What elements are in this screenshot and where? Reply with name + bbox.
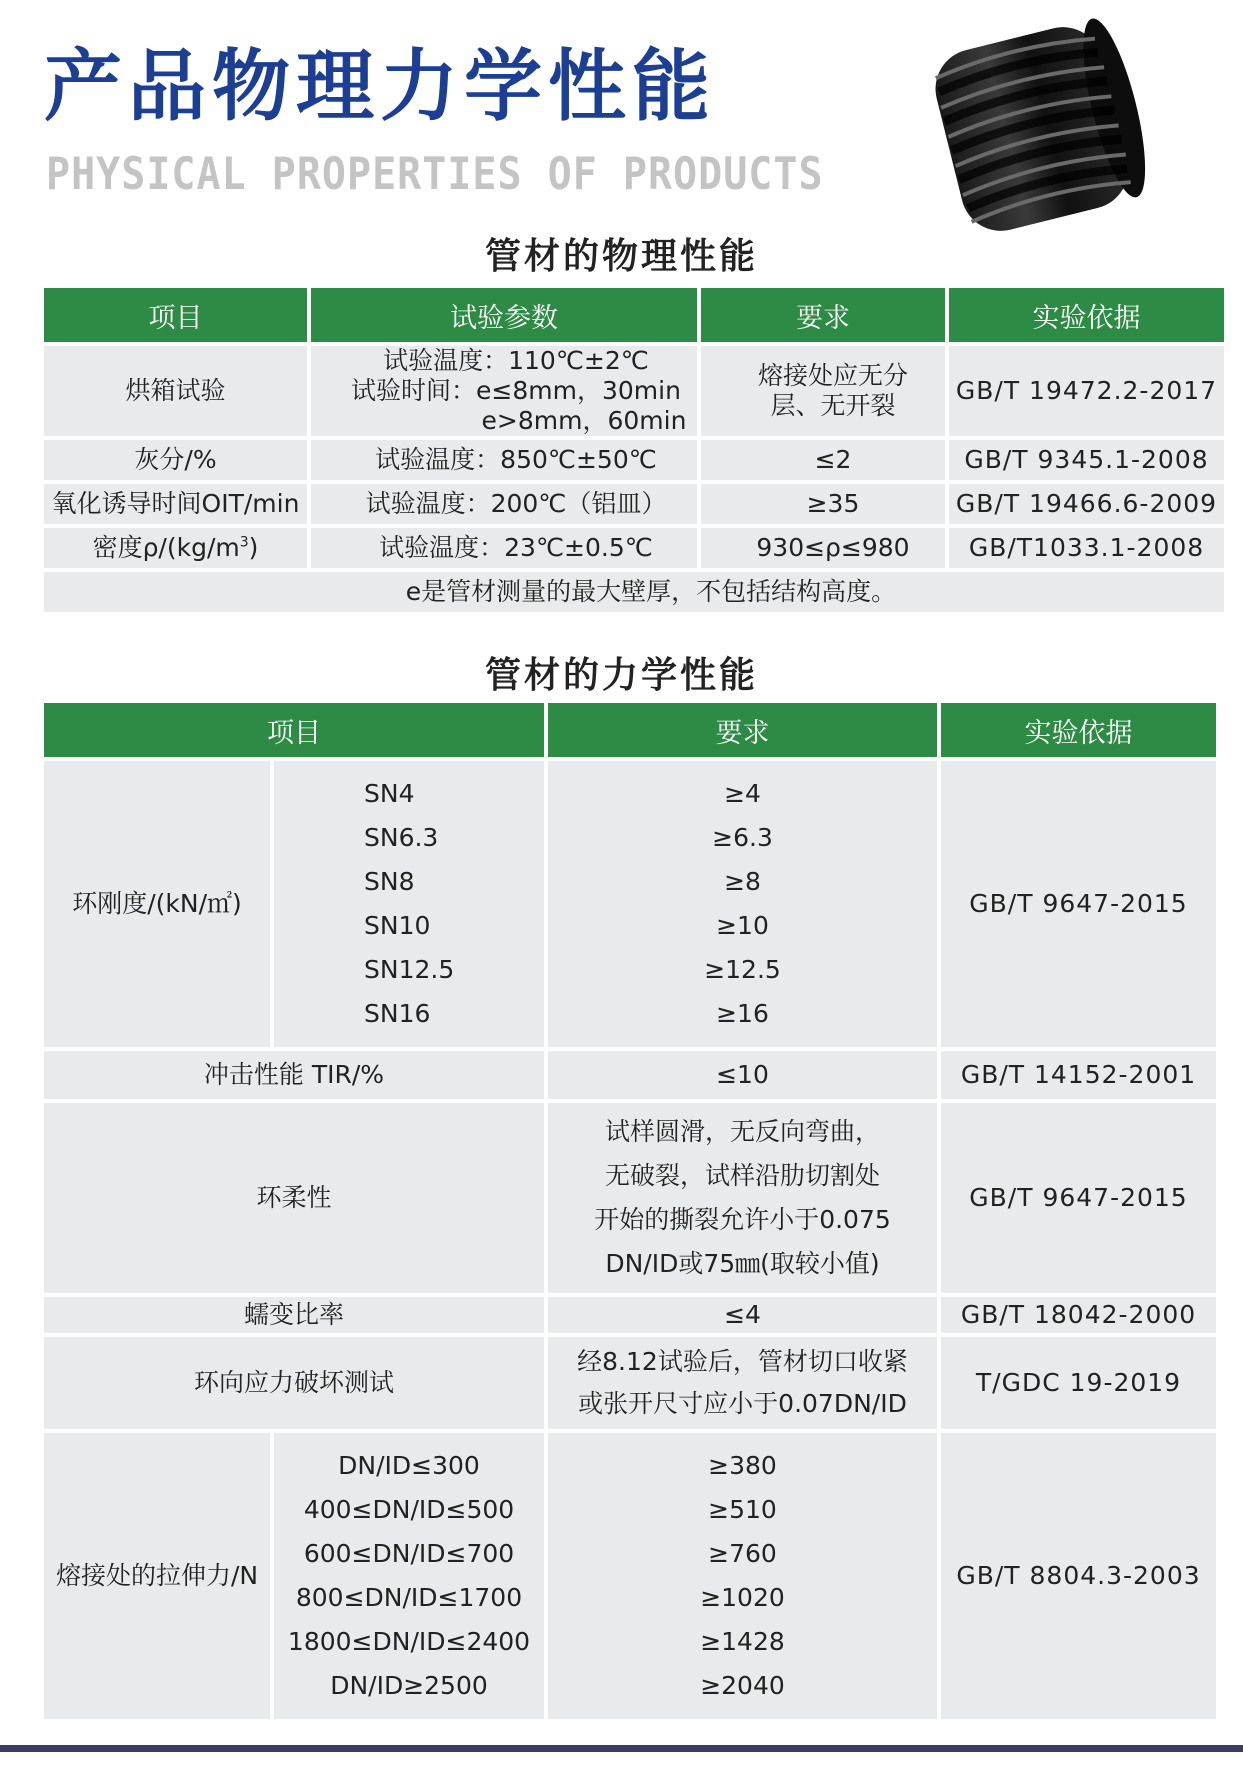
item-cell: 蠕变比率 bbox=[44, 1297, 544, 1333]
table-header-row bbox=[44, 288, 1224, 342]
header-item: 项目 bbox=[44, 288, 307, 342]
header-requirement: 要求 bbox=[701, 288, 945, 342]
item-cell: 环向应力破坏测试 bbox=[44, 1337, 544, 1429]
corrugated-pipe-icon bbox=[915, 6, 1150, 236]
requirement-cell: 经8.12试验后，管材切口收紧 或张开尺寸应小于0.07DN/ID bbox=[548, 1337, 937, 1429]
requirement-cell: ≤4 bbox=[548, 1297, 937, 1333]
bottom-divider bbox=[0, 1745, 1243, 1752]
params-cell: 试验温度：200℃（铝皿） bbox=[311, 484, 697, 524]
item-cell: 环刚度/(kN/㎡) bbox=[44, 761, 270, 1047]
standard-cell: GB/T 9345.1-2008 bbox=[949, 440, 1224, 480]
page-subtitle: PHYSICAL PROPERTIES OF PRODUCTS bbox=[46, 148, 824, 201]
table-row bbox=[44, 484, 1224, 524]
table-row-impact bbox=[44, 1051, 1216, 1099]
item-cell: 熔接处的拉伸力/N bbox=[44, 1433, 270, 1719]
table-row-ring-stiffness bbox=[44, 761, 1216, 1047]
mechanical-section-title: 管材的力学性能 bbox=[484, 654, 758, 696]
table-row bbox=[44, 528, 1224, 568]
grades-cell: SN4 SN6.3 SN8 SN10 SN12.5 SN16 bbox=[274, 761, 544, 1047]
header-params: 试验参数 bbox=[311, 288, 697, 342]
header-requirement: 要求 bbox=[548, 703, 937, 757]
mechanical-properties-table bbox=[40, 699, 1220, 1723]
table-row bbox=[44, 346, 1224, 436]
item-cell: 环柔性 bbox=[44, 1103, 544, 1293]
header-standard: 实验依据 bbox=[949, 288, 1224, 342]
table-header-row bbox=[44, 703, 1216, 757]
table-row-tensile bbox=[44, 1433, 1216, 1719]
standard-cell: GB/T 18042-2000 bbox=[941, 1297, 1216, 1333]
requirement-cell: 试样圆滑，无反向弯曲， 无破裂，试样沿肋切割处 开始的撕裂允许小于0.075 DN/ID或75㎜(取较小值) bbox=[548, 1103, 937, 1293]
requirement-cell: 930≤ρ≤980 bbox=[701, 528, 945, 568]
table-row bbox=[44, 440, 1224, 480]
requirement-cell: ≥4 ≥6.3 ≥8 ≥10 ≥12.5 ≥16 bbox=[548, 761, 937, 1047]
standard-cell: GB/T 9647-2015 bbox=[941, 1103, 1216, 1293]
physical-section-title: 管材的物理性能 bbox=[484, 235, 758, 277]
table-row-creep bbox=[44, 1297, 1216, 1333]
item-cell: 灰分/% bbox=[44, 440, 307, 480]
table-row-flexibility bbox=[44, 1103, 1216, 1293]
standard-cell: GB/T1033.1-2008 bbox=[949, 528, 1224, 568]
params-cell: 试验温度：23℃±0.5℃ bbox=[311, 528, 697, 568]
item-cell: 冲击性能 TIR/% bbox=[44, 1051, 544, 1099]
requirement-cell: ≤10 bbox=[548, 1051, 937, 1099]
requirement-cell: ≥35 bbox=[701, 484, 945, 524]
note-cell: e是管材测量的最大壁厚，不包括结构高度。 bbox=[44, 572, 1224, 612]
physical-properties-table bbox=[40, 284, 1228, 616]
standard-cell: GB/T 8804.3-2003 bbox=[941, 1433, 1216, 1719]
standard-cell: GB/T 19466.6-2009 bbox=[949, 484, 1224, 524]
requirement-cell: 熔接处应无分 层、无开裂 bbox=[701, 346, 945, 436]
requirement-cell: ≤2 bbox=[701, 440, 945, 480]
table-row-hoop bbox=[44, 1337, 1216, 1429]
params-cell: 试验温度：850℃±50℃ bbox=[311, 440, 697, 480]
ranges-cell: DN/ID≤300 400≤DN/ID≤500 600≤DN/ID≤700 800≤DN/ID≤1700 1800≤DN/ID≤2400 DN/ID≥2500 bbox=[274, 1433, 544, 1719]
standard-cell: GB/T 19472.2-2017 bbox=[949, 346, 1224, 436]
item-cell: 氧化诱导时间OIT/min bbox=[44, 484, 307, 524]
standard-cell: GB/T 14152-2001 bbox=[941, 1051, 1216, 1099]
standard-cell: T/GDC 19-2019 bbox=[941, 1337, 1216, 1429]
requirement-cell: ≥380 ≥510 ≥760 ≥1020 ≥1428 ≥2040 bbox=[548, 1433, 937, 1719]
item-cell: 密度$\rho/(kg/m^3)$ bbox=[44, 528, 307, 568]
header-item: 项目 bbox=[44, 703, 544, 757]
params-cell: 试验温度：110℃±2℃ 试验时间：e≤8mm，30min e>8mm，60min bbox=[311, 346, 697, 436]
standard-cell: GB/T 9647-2015 bbox=[941, 761, 1216, 1047]
header-standard: 实验依据 bbox=[941, 703, 1216, 757]
page-title: 产品物理力学性能 bbox=[44, 41, 717, 132]
item-cell: 烘箱试验 bbox=[44, 346, 307, 436]
table-note-row bbox=[44, 572, 1224, 612]
